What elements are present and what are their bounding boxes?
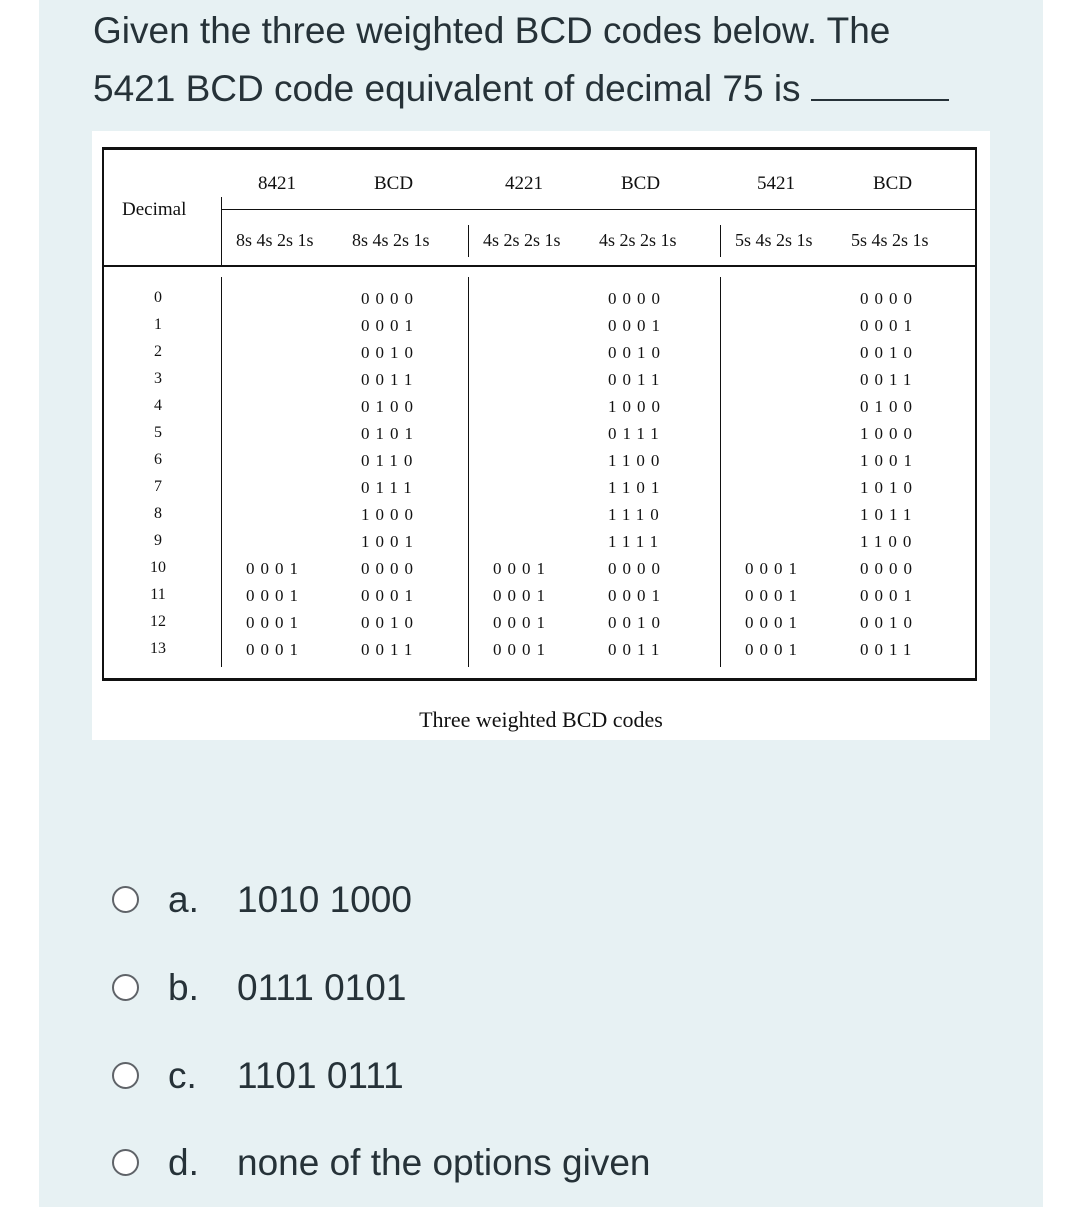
bcd-units-code: 1100 xyxy=(860,532,918,551)
bcd-units-code: 0010 xyxy=(860,343,918,362)
weight-header: 5s 4s 2s 1s xyxy=(851,230,929,250)
bcd-units-code: 1111 xyxy=(608,532,665,551)
bcd-units-code: 0001 xyxy=(361,316,419,335)
decimal-value: 2 xyxy=(154,343,162,360)
decimal-value: 13 xyxy=(150,640,166,657)
bcd-units-code: 1101 xyxy=(608,478,666,497)
decimal-value: 10 xyxy=(150,559,166,576)
radio-button[interactable] xyxy=(112,1149,139,1176)
decimal-value: 7 xyxy=(154,478,162,495)
bcd-units-code: 0000 xyxy=(608,559,666,578)
bcd-tens-code: 0001 xyxy=(745,559,803,578)
bcd-units-code: 0001 xyxy=(860,586,918,605)
bcd-units-code: 0000 xyxy=(860,559,918,578)
radio-button[interactable] xyxy=(112,1062,139,1089)
code-group-bcd-label: BCD xyxy=(621,173,661,194)
bcd-units-code: 0000 xyxy=(361,289,419,308)
decimal-value: 11 xyxy=(150,586,166,603)
bcd-units-code: 0011 xyxy=(608,640,666,659)
bcd-units-code: 0001 xyxy=(608,586,666,605)
group-divider xyxy=(468,225,469,257)
bcd-units-code: 0101 xyxy=(361,424,419,443)
bcd-units-code: 1000 xyxy=(361,505,419,524)
group-sub-rule xyxy=(221,209,977,210)
bcd-tens-code: 0001 xyxy=(246,640,304,659)
bcd-units-code: 0111 xyxy=(361,478,418,497)
weight-header: 4s 2s 2s 1s xyxy=(599,230,677,250)
bcd-units-code: 0011 xyxy=(608,370,666,389)
decimal-value: 0 xyxy=(154,289,162,306)
bcd-tens-code: 0001 xyxy=(493,613,551,632)
bcd-tens-code: 0001 xyxy=(246,613,304,632)
group-divider xyxy=(720,225,721,257)
bcd-units-code: 0000 xyxy=(860,289,918,308)
table-top-border xyxy=(102,147,977,150)
decimal-header: Decimal xyxy=(122,199,187,220)
bcd-units-code: 0010 xyxy=(860,613,918,632)
bcd-units-code: 0010 xyxy=(608,343,666,362)
option-a[interactable] xyxy=(112,871,812,931)
bcd-units-code: 1000 xyxy=(608,397,666,416)
option-text: none of the options given xyxy=(237,1142,651,1183)
bcd-units-code: 0011 xyxy=(860,370,918,389)
question-text xyxy=(93,2,993,118)
decimal-value: 4 xyxy=(154,397,162,414)
bcd-tens-code: 0001 xyxy=(493,586,551,605)
weight-header: 4s 2s 2s 1s xyxy=(483,230,561,250)
bcd-units-code: 1001 xyxy=(361,532,419,551)
code-group-name: 4221 xyxy=(505,173,543,194)
bcd-table-figure xyxy=(92,131,990,740)
decimal-value: 5 xyxy=(154,424,162,441)
decimal-divider xyxy=(221,197,222,267)
question-line-1: Given the three weighted BCD codes below. The xyxy=(93,10,891,51)
bcd-tens-code: 0001 xyxy=(745,613,803,632)
bcd-units-code: 0011 xyxy=(361,370,419,389)
bcd-units-code: 0001 xyxy=(608,316,666,335)
header-bottom-rule xyxy=(102,265,977,267)
bcd-units-code: 1100 xyxy=(608,451,666,470)
decimal-value: 1 xyxy=(154,316,162,333)
option-text: 0111 0101 xyxy=(237,967,407,1008)
question-line-2: 5421 BCD code equivalent of decimal 75 is xyxy=(93,68,801,109)
answer-blank xyxy=(811,98,949,101)
column-divider xyxy=(221,277,222,667)
bcd-units-code: 0100 xyxy=(860,397,918,416)
bcd-units-code: 0111 xyxy=(608,424,665,443)
option-letter: a. xyxy=(168,879,199,920)
bcd-tens-code: 0001 xyxy=(493,640,551,659)
decimal-value: 6 xyxy=(154,451,162,468)
bcd-units-code: 0011 xyxy=(361,640,419,659)
weight-header: 8s 4s 2s 1s xyxy=(236,230,314,250)
bcd-units-code: 1001 xyxy=(860,451,918,470)
bcd-table xyxy=(102,147,977,681)
bcd-units-code: 0001 xyxy=(860,316,918,335)
bcd-units-code: 0000 xyxy=(608,289,666,308)
table-left-border xyxy=(102,147,104,681)
decimal-value: 3 xyxy=(154,370,162,387)
bcd-units-code: 0100 xyxy=(361,397,419,416)
decimal-value: 8 xyxy=(154,505,162,522)
radio-button[interactable] xyxy=(112,974,139,1001)
table-bottom-border xyxy=(102,678,977,681)
bcd-tens-code: 0001 xyxy=(745,586,803,605)
option-d[interactable] xyxy=(112,1134,812,1194)
option-text: 1010 1000 xyxy=(237,879,412,920)
decimal-value: 9 xyxy=(154,532,162,549)
weight-header: 5s 4s 2s 1s xyxy=(735,230,813,250)
bcd-units-code: 0010 xyxy=(608,613,666,632)
table-caption: Three weighted BCD codes xyxy=(419,707,663,732)
option-letter: d. xyxy=(168,1142,199,1183)
bcd-units-code: 0000 xyxy=(361,559,419,578)
radio-button[interactable] xyxy=(112,886,139,913)
bcd-units-code: 0010 xyxy=(361,613,419,632)
bcd-units-code: 1000 xyxy=(860,424,918,443)
bcd-tens-code: 0001 xyxy=(246,559,304,578)
option-b[interactable] xyxy=(112,959,812,1019)
code-group-name: 8421 xyxy=(258,173,296,194)
code-group-bcd-label: BCD xyxy=(873,173,913,194)
option-letter: c. xyxy=(168,1055,197,1096)
bcd-units-code: 1010 xyxy=(860,478,918,497)
bcd-units-code: 0011 xyxy=(860,640,918,659)
bcd-units-code: 0001 xyxy=(361,586,419,605)
code-group-name: 5421 xyxy=(757,173,795,194)
column-divider xyxy=(468,277,469,667)
weight-header: 8s 4s 2s 1s xyxy=(352,230,430,250)
bcd-tens-code: 0001 xyxy=(493,559,551,578)
bcd-units-code: 0110 xyxy=(361,451,419,470)
option-c[interactable] xyxy=(112,1047,812,1107)
bcd-units-code: 1011 xyxy=(860,505,918,524)
option-text: 1101 0111 xyxy=(237,1055,404,1096)
decimal-value: 12 xyxy=(150,613,166,630)
bcd-tens-code: 0001 xyxy=(745,640,803,659)
bcd-units-code: 1110 xyxy=(608,505,665,524)
bcd-units-code: 0010 xyxy=(361,343,419,362)
code-group-bcd-label: BCD xyxy=(374,173,414,194)
table-right-border xyxy=(975,147,977,681)
column-divider xyxy=(720,277,721,667)
bcd-tens-code: 0001 xyxy=(246,586,304,605)
option-letter: b. xyxy=(168,967,199,1008)
